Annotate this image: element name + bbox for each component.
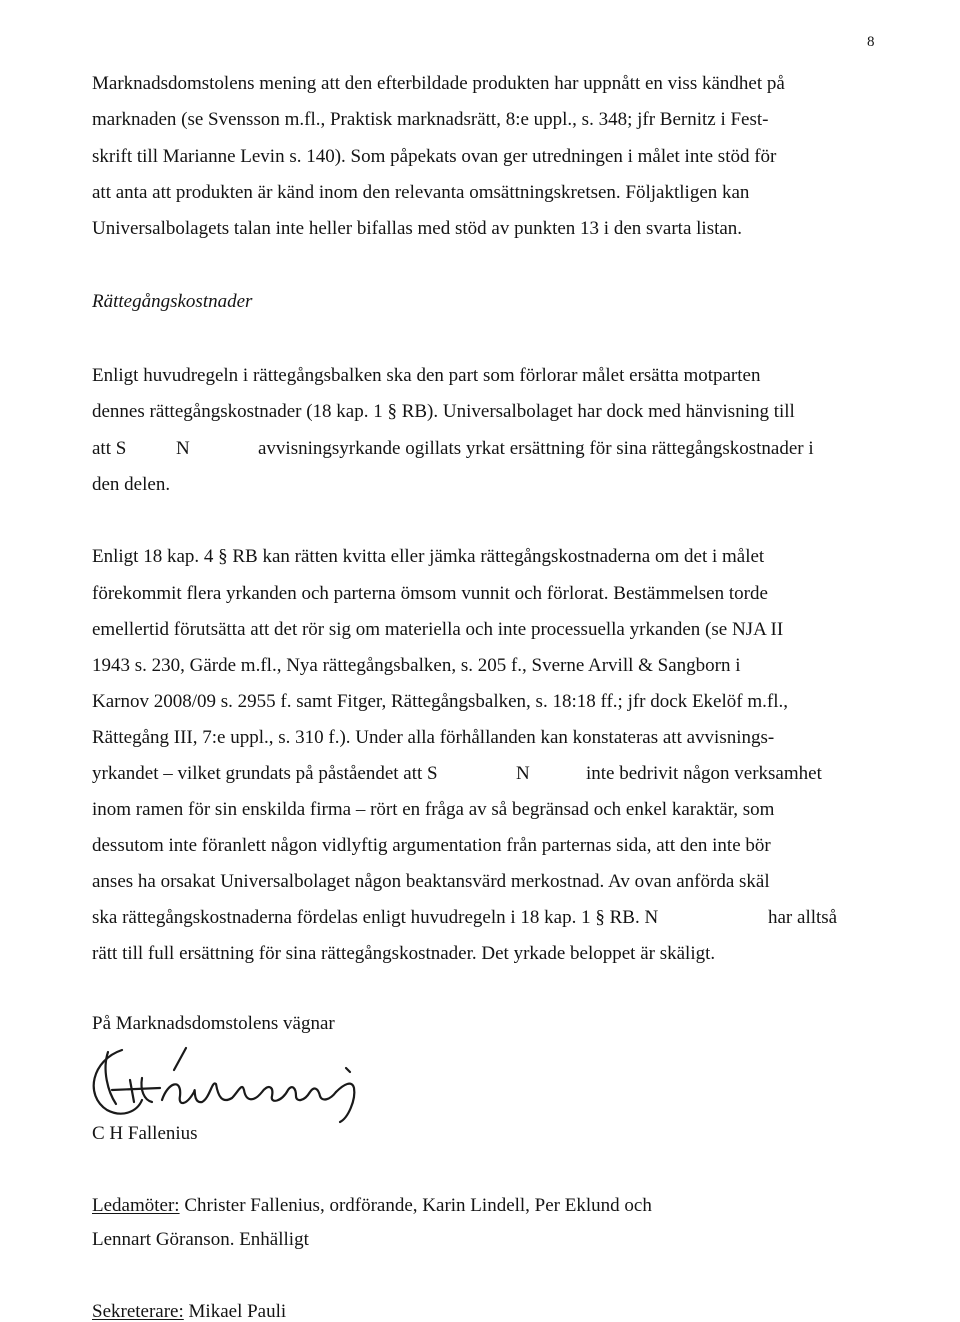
text-fragment: N [176, 438, 190, 459]
signature-stroke [94, 1050, 142, 1114]
signature-stroke [112, 1088, 160, 1090]
signature-stroke [106, 1052, 116, 1104]
members-line-1 [92, 1196, 652, 1215]
signature-stroke [141, 1078, 152, 1102]
text-fragment: inte bedrivit någon verksamhet [586, 763, 822, 784]
text-fragment: avvisningsyrkande ogillats yrkat ersättning för sina rättegångskostnader i [258, 438, 814, 459]
text-line: Enligt 18 kap. 4 § RB kan rätten kvitta eller jämka rättegångskostnaderna om det i målet [92, 546, 765, 567]
page-number: 8 [867, 34, 875, 50]
text-line: inom ramen för sin enskilda firma – rört en fråga av så begränsad och enkel karaktär, som [92, 799, 775, 820]
text-line: förekommit flera yrkanden och parterna ömsom vunnit och förlorat. Bestämmelsen torde [92, 583, 768, 604]
secretary-label: Sekreterare: [92, 1301, 184, 1322]
text-line: marknaden (se Svensson m.fl., Praktisk marknadsrätt, 8:e uppl., s. 348; jfr Bernitz i Fest- [92, 109, 769, 130]
signature-stroke [346, 1068, 350, 1072]
section-heading: Rättegångskostnader [92, 291, 253, 312]
text-line: skrift till Marianne Levin s. 140). Som påpekats ovan ger utredningen i målet inte stöd för [92, 146, 777, 167]
signature-on-behalf: På Marknadsdomstolens vägnar [92, 1013, 335, 1034]
text-line: Marknadsdomstolens mening att den efterbildade produkten har uppnått en viss kändhet på [92, 73, 785, 94]
members-label: Ledamöter: [92, 1195, 180, 1216]
text-line: Rättegång III, 7:e uppl., s. 310 f.). Under alla förhållanden kan konstateras att avvisnings- [92, 727, 775, 748]
secretary-name: Mikael Pauli [183, 1301, 287, 1322]
text-fragment: att S [92, 438, 127, 459]
signature-stroke [174, 1048, 186, 1070]
text-fragment: ska rättegångskostnaderna fördelas enligt huvudregeln i 18 kap. 1 § RB. N [92, 907, 659, 928]
signature-stroke [130, 1080, 134, 1102]
handwritten-signature [82, 1040, 402, 1130]
text-line: Karnov 2008/09 s. 2955 f. samt Fitger, Rättegångsbalken, s. 18:18 ff.; jfr dock Ekelöf m.fl., [92, 691, 788, 712]
text-line: dessutom inte föranlett någon vidlyftig argumentation från parternas sida, att den inte bör [92, 835, 771, 856]
members-line-2: Lennart Göranson. Enhälligt [92, 1229, 309, 1250]
text-line: den delen. [92, 474, 171, 495]
text-line: att anta att produkten är känd inom den relevanta omsättningskretsen. Följaktligen kan [92, 182, 750, 203]
text-line: dennes rättegångskostnader (18 kap. 1 § RB). Universalbolaget har dock med hänvisning till [92, 401, 795, 422]
text-fragment: yrkandet – vilket grundats på påståendet att S [92, 763, 438, 784]
text-line: anses ha orsakat Universalbolaget någon beaktansvärd merkostnad. Av ovan anförda skäl [92, 871, 770, 892]
secretary-line [92, 1302, 286, 1321]
text-line: rätt till full ersättning för sina rättegångskostnader. Det yrkade beloppet är skäligt. [92, 943, 716, 964]
text-fragment: N [516, 763, 530, 784]
text-line: 1943 s. 230, Gärde m.fl., Nya rättegångsbalken, s. 205 f., Sverne Arvill & Sangborn i [92, 655, 741, 676]
text-fragment: har alltså [768, 907, 838, 928]
text-line: Universalbolagets talan inte heller bifallas med stöd av punkten 13 i den svarta listan. [92, 218, 743, 239]
signature-stroke [162, 1083, 336, 1103]
members-text: Christer Fallenius, ordförande, Karin Lindell, Per Eklund och [179, 1195, 652, 1216]
text-line: emellertid förutsätta att det rör sig om materiella och inte processuella yrkanden (se NJA II [92, 619, 784, 640]
signatory-name: C H Fallenius [92, 1123, 198, 1144]
signature-stroke [336, 1084, 354, 1122]
text-line: Enligt huvudregeln i rättegångsbalken ska den part som förlorar målet ersätta motparten [92, 365, 761, 386]
